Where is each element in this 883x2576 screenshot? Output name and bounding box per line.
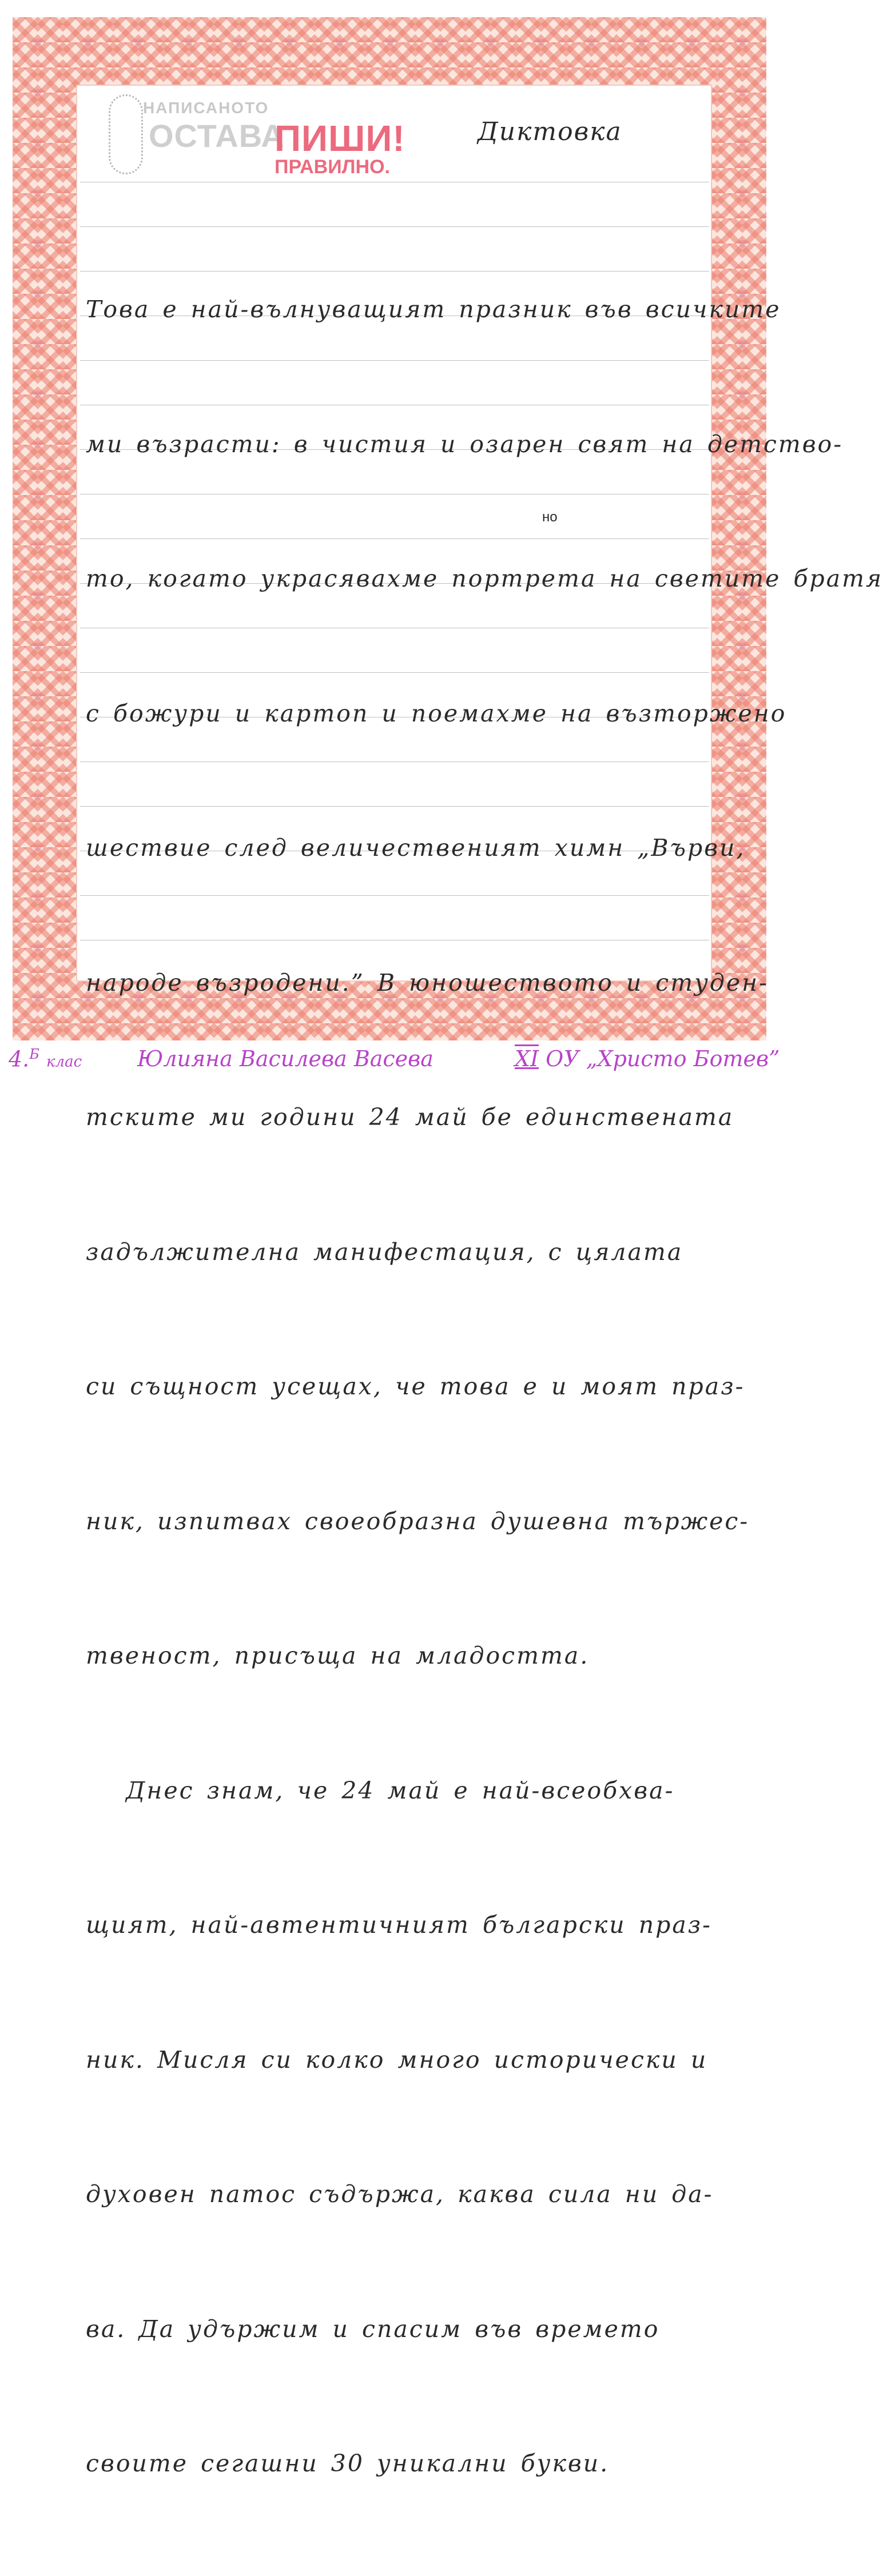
grade-letter: Б	[29, 1046, 39, 1062]
text-line: с божури и картоп и поемахме на възторжено	[86, 699, 787, 727]
text-line: шествие след величественият химн „Върви,	[86, 834, 746, 862]
correction-insert: но	[542, 509, 558, 525]
logo-campaign-title: ПИШИ!	[275, 118, 405, 159]
text-line: си същност усещах, че това е и моят праз-	[86, 1373, 745, 1400]
student-name: Юлияна Василева Васева	[137, 1046, 433, 1071]
logo-top-text: НАПИСАНОТО	[143, 99, 269, 117]
campaign-logo	[103, 94, 423, 177]
text-line: щият, най-автентичният български праз-	[86, 1911, 713, 1939]
text-line: Днес знам, че 24 май е най-всеобхва-	[126, 1776, 675, 1804]
dictation-title: Диктовка	[478, 117, 622, 146]
text-line: ник, изпитвах своеобразна душевна тържес-	[86, 1507, 750, 1535]
text-line: ник. Мисля си колко много исторически и	[86, 2045, 708, 2073]
grade-number: 4.	[9, 1046, 30, 1072]
grade-word: клас	[46, 1053, 82, 1071]
logo-campaign-subtitle: ПРАВИЛНО.	[275, 156, 390, 178]
text-line: ва. Да удържим и спасим във времето	[86, 2315, 660, 2343]
text-line: задължителна манифестация, с цялата	[86, 1238, 683, 1266]
text-line: то, когато украсявахме портрета на светите братя	[86, 565, 883, 592]
text-line: твеност, присъща на младостта.	[86, 1642, 590, 1669]
school-number: XI	[515, 1046, 539, 1071]
text-line: народе възродени.” В юношеството и студен-	[86, 968, 769, 996]
text-line: духовен патос съдържа, каква сила ни да-	[86, 2180, 714, 2208]
text-line: тските ми години 24 май бе единствената	[86, 1103, 734, 1131]
text-line: Това е най-вълнуващият празник във всичките	[86, 296, 781, 323]
dictation-text	[86, 197, 883, 2576]
text-line: своите сегашни 30 уникални букви.	[86, 2450, 610, 2477]
student-grade	[9, 1046, 82, 1072]
school-name	[515, 1046, 780, 1071]
emblem-icon	[109, 94, 143, 174]
logo-main-text: ОСТАВА	[149, 118, 285, 154]
school-title: ОУ „Христо Ботев”	[546, 1046, 780, 1071]
text-line: ми възрасти: в чистия и озарен свят на детство-	[86, 430, 844, 458]
